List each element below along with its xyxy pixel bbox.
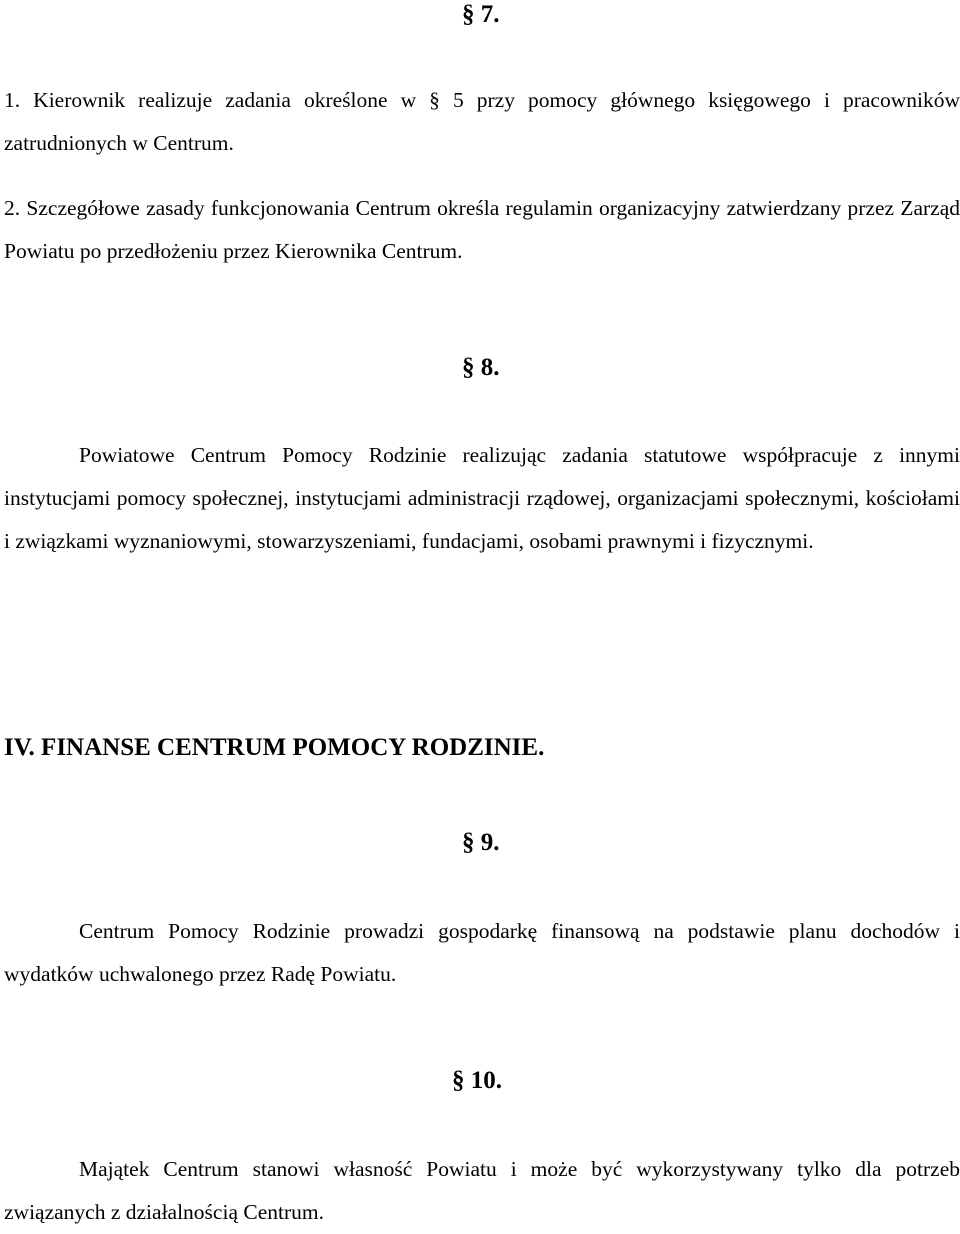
section-heading-10: § 10. (452, 1067, 502, 1094)
paragraph-8-1: Powiatowe Centrum Pomocy Rodzinie realizując zadania statutowe współpracuje z innymi instytucjami pomocy społecznej, instytucjami administracji rządowej, organizacjami społecznymi, kościołami i związkami wyznaniowymi, stowarzyszeniami, fundacjami, osobami prawnymi i fizycznymi. (4, 443, 960, 553)
paragraph-7-1: 1. Kierownik realizuje zadania określone w § 5 przy pomocy głównego księgowego i pracowników zatrudnionych w Centrum. (4, 88, 960, 155)
paragraph-10-1: Majątek Centrum stanowi własność Powiatu i może być wykorzystywany tylko dla potrzeb związanych z działalnością Centrum. (4, 1157, 960, 1224)
section-heading-9: § 9. (462, 829, 500, 856)
paragraph-9-1: Centrum Pomocy Rodzinie prowadzi gospodarkę finansową na podstawie planu dochodów i wydatków uchwalonego przez Radę Powiatu. (4, 919, 960, 986)
paragraph-7-2: 2. Szczegółowe zasady funkcjonowania Centrum określa regulamin organizacyjny zatwierdzany przez Zarząd Powiatu po przedłożeniu przez Kierownika Centrum. (4, 196, 960, 263)
chapter-heading: IV. FINANSE CENTRUM POMOCY RODZINIE. (4, 734, 545, 761)
section-heading-8: § 8. (462, 354, 500, 381)
section-heading-7: § 7. (462, 1, 500, 28)
